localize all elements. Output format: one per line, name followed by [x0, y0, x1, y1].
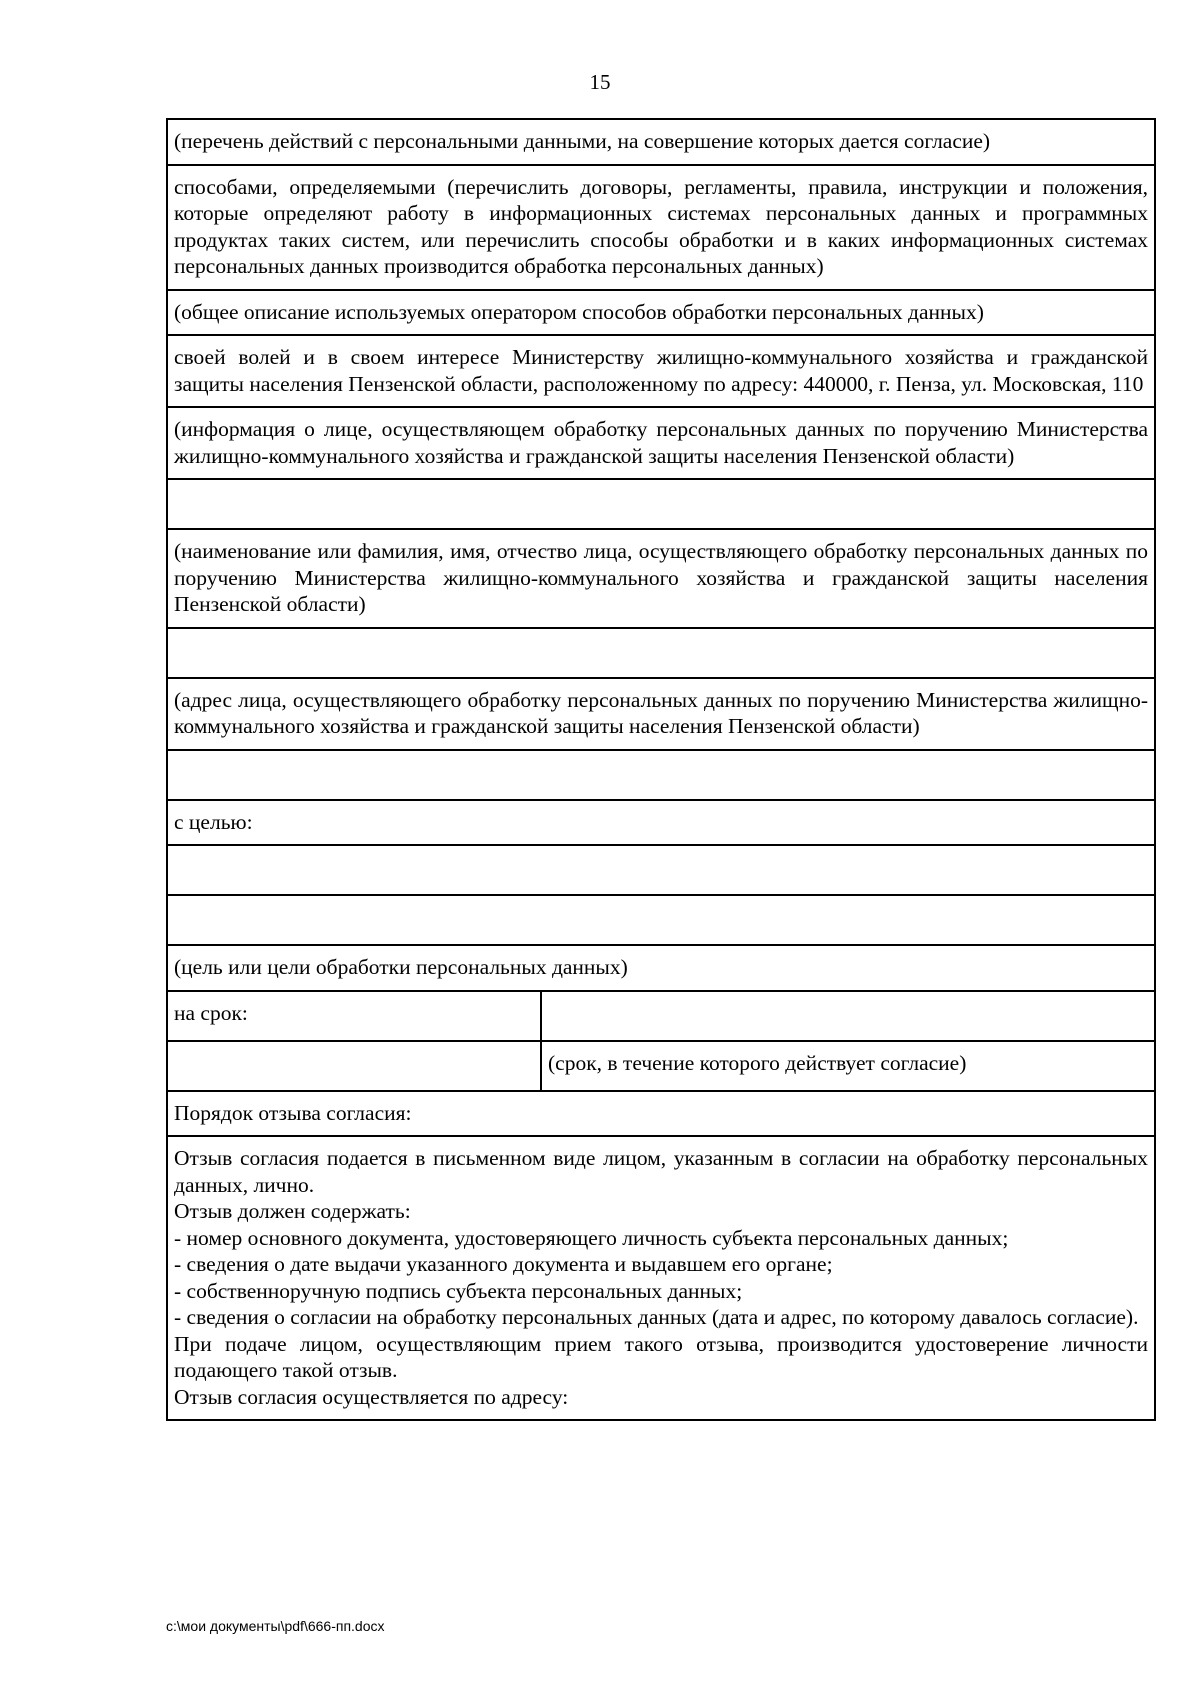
row-processor-address-note — [167, 678, 1155, 750]
purpose-field-1[interactable] — [167, 845, 1155, 895]
row-term-note — [167, 1041, 1155, 1091]
term-label: на срок: — [167, 991, 541, 1041]
methods-text: способами, определяемыми (перечислить договоры, регламенты, правила, инструкции и положения, которые определяют работу в информационных системах персональных данных и программных продуктах таких систем, или перечислить способы обработки и в каких информационных системах персональных данных производится обработка персональных данных) — [167, 165, 1155, 290]
revocation-line: Отзыв должен содержать: — [174, 1199, 411, 1223]
revocation-text — [167, 1136, 1155, 1420]
page-number: 15 — [589, 70, 611, 94]
processor-name-note: (наименование или фамилия, имя, отчество лица, осуществляющего обработку персональных данных по поручению Министерства жилищно-коммунального хозяйства и гражданской защиты населения Пензенской области) — [167, 529, 1155, 628]
row-purpose-field-1 — [167, 845, 1155, 895]
term-note: (срок, в течение которого действует согласие) — [541, 1041, 1155, 1091]
operator-text: своей волей и в своем интересе Министерству жилищно-коммунального хозяйства и гражданской защиты населения Пензенской области, расположенному по адресу: 440000, г. Пенза, ул. Московская, 110 — [167, 335, 1155, 407]
row-processor-name-note — [167, 529, 1155, 628]
processor-info-note: (информация о лице, осуществляющем обработку персональных данных по поручению Министерства жилищно-коммунального хозяйства и гражданской защиты населения Пензенской области) — [167, 407, 1155, 479]
revocation-line: - собственноручную подпись субъекта персональных данных; — [174, 1278, 743, 1303]
term-blank-cell — [167, 1041, 541, 1091]
row-blank-1 — [167, 750, 1155, 800]
row-purpose-note — [167, 945, 1155, 991]
processor-address-note: (адрес лица, осуществляющего обработку персональных данных по поручению Министерства жилищно-коммунального хозяйства и гражданской защиты населения Пензенской области) — [167, 678, 1155, 750]
row-revocation-label — [167, 1091, 1155, 1137]
revocation-line: - сведения о дате выдачи указанного документа и выдавшем его органе; — [174, 1252, 833, 1276]
purpose-label: с целью: — [167, 800, 1155, 846]
revocation-line: - сведения о согласии на обработку персональных данных (дата и адрес, по которому давалось согласие). — [174, 1305, 1139, 1329]
row-purpose-field-2 — [167, 895, 1155, 945]
actions-note: (перечень действий с персональными данными, на совершение которых дается согласие) — [167, 119, 1155, 165]
processor-name-field[interactable] — [167, 479, 1155, 529]
revocation-line: При подаче лицом, осуществляющим прием такого отзыва, производится удостоверение личности подающего такой отзыв. — [174, 1331, 1148, 1382]
row-actions-note — [167, 119, 1155, 165]
processor-address-field[interactable] — [167, 628, 1155, 678]
row-processor-info-note — [167, 407, 1155, 479]
revocation-label: Порядок отзыва согласия: — [167, 1091, 1155, 1137]
term-value-field[interactable] — [541, 991, 1155, 1041]
row-operator — [167, 335, 1155, 407]
row-term — [167, 991, 1155, 1041]
row-processor-address-field — [167, 628, 1155, 678]
blank-field[interactable] — [167, 750, 1155, 800]
row-processor-name-field — [167, 479, 1155, 529]
row-methods-note — [167, 290, 1155, 336]
row-revocation-text — [167, 1136, 1155, 1420]
consent-form-table — [166, 118, 1156, 1421]
row-purpose-label — [167, 800, 1155, 846]
revocation-line: Отзыв согласия подается в письменном виде лицом, указанным в согласии на обработку персональных данных, лично. — [174, 1146, 1148, 1197]
methods-note: (общее описание используемых оператором способов обработки персональных данных) — [167, 290, 1155, 336]
revocation-line: Отзыв согласия осуществляется по адресу: — [174, 1384, 569, 1409]
row-methods — [167, 165, 1155, 290]
purpose-note: (цель или цели обработки персональных данных) — [167, 945, 1155, 991]
revocation-line: - номер основного документа, удостоверяющего личность субъекта персональных данных; — [174, 1225, 1009, 1250]
footer-file-path: c:\мои документы\pdf\666-пп.docx — [166, 1618, 385, 1634]
purpose-field-2[interactable] — [167, 895, 1155, 945]
